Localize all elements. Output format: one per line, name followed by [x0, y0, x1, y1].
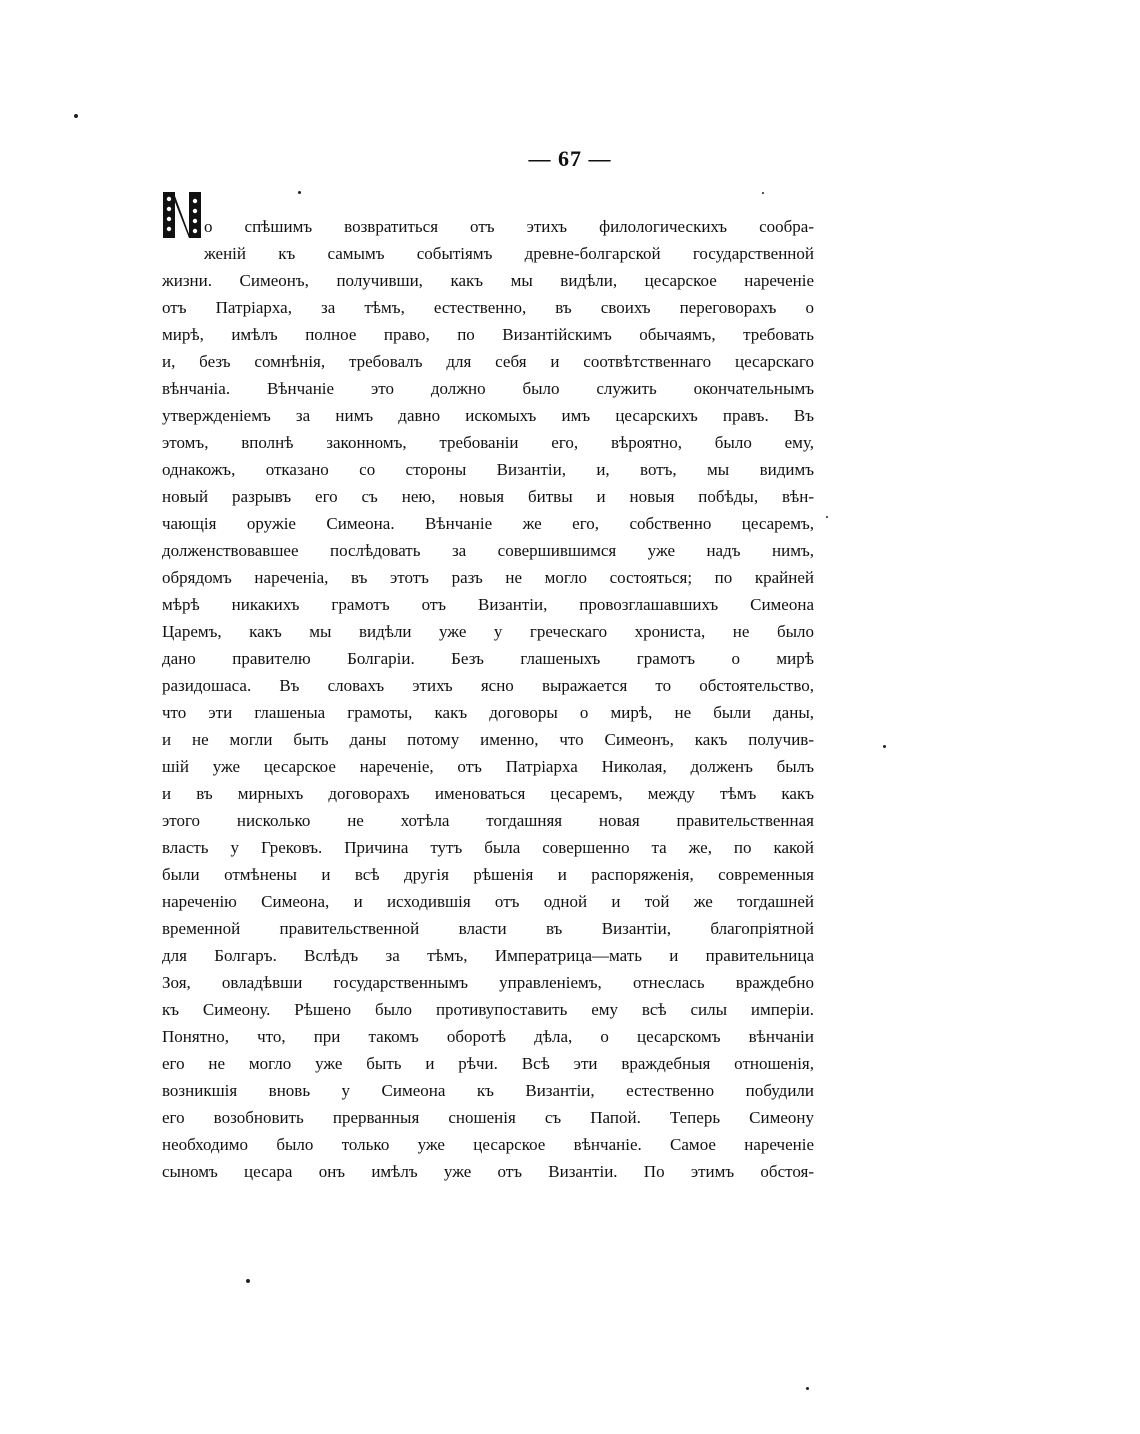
- text-line: Понятно, что, при такомъ оборотѣ дѣла, о цесарскомъ вѣнчаніи: [162, 1027, 814, 1046]
- text-line: сыномъ цесара онъ имѣлъ уже отъ Византіи. По этимъ обстоя-: [162, 1162, 814, 1181]
- text-line: и, безъ сомнѣнія, требовалъ для себя и соотвѣтственнаго цесарскаго: [162, 352, 814, 371]
- body-text: [162, 213, 814, 1185]
- text-line: его не могло уже быть и рѣчи. Всѣ эти враждебныя отношенія,: [162, 1054, 814, 1073]
- text-line: отъ Патріарха, за тѣмъ, естественно, въ своихъ переговорахъ о: [162, 298, 814, 317]
- text-line: мирѣ, имѣлъ полное право, по Византійскимъ обычаямъ, требовать: [162, 325, 814, 344]
- text-line: долженствовавшее послѣдовать за совершившимся уже надъ нимъ,: [162, 541, 814, 560]
- text-line: къ Симеону. Рѣшено было противупоставить ему всѣ силы имперіи.: [162, 1000, 814, 1019]
- text-line: были отмѣнены и всѣ другія рѣшенія и распоряженія, современныя: [162, 865, 814, 884]
- text-line: о спѣшимъ возвратиться отъ этихъ филологическихъ сообра-: [204, 217, 814, 236]
- text-line: необходимо было только уже цесарское вѣнчаніе. Самое нареченіе: [162, 1135, 814, 1154]
- scan-speck: [74, 114, 78, 118]
- text-line: его возобновить прерванныя сношенія съ Папой. Теперь Симеону: [162, 1108, 814, 1127]
- page-number: — 67 —: [528, 146, 612, 171]
- text-line: обрядомъ нареченіа, въ этотъ разъ не могло состояться; по крайней: [162, 568, 814, 587]
- text-line: новый разрывъ его съ нею, новыя битвы и новыя побѣды, вѣн-: [162, 487, 814, 506]
- text-line: женій къ самымъ событіямъ древне-болгарской государственной: [204, 244, 814, 263]
- text-line: жизни. Симеонъ, получивши, какъ мы видѣли, цесарское нареченіе: [162, 271, 814, 290]
- text-line: утвержденіемъ за нимъ давно искомыхъ имъ цесарскихъ правъ. Въ: [162, 406, 814, 425]
- scan-speck: [883, 745, 886, 748]
- text-line: для Болгаръ. Вслѣдъ за тѣмъ, Императрица—мать и правительница: [162, 946, 814, 965]
- text-line: и не могли быть даны потому именно, что Симеонъ, какъ получив-: [162, 730, 814, 749]
- scan-speck: [826, 516, 828, 518]
- scan-speck: [806, 1387, 809, 1390]
- text-line: Зоя, овладѣвши государственнымъ управленіемъ, отнеслась враждебно: [162, 973, 814, 992]
- text-line: и въ мирныхъ договорахъ именоваться цесаремъ, между тѣмъ какъ: [162, 784, 814, 803]
- text-line: чающія оружіе Симеона. Вѣнчаніе же его, собственно цесаремъ,: [162, 514, 814, 533]
- scan-speck: [762, 192, 764, 194]
- text-line: этомъ, вполнѣ законномъ, требованіи его, вѣроятно, было ему,: [162, 433, 814, 452]
- text-line: дано правителю Болгаріи. Безъ глашеныхъ грамотъ о мирѣ: [162, 649, 814, 668]
- text-line: временной правительственной власти въ Византіи, благопріятной: [162, 919, 814, 938]
- text-line: этого нисколько не хотѣла тогдашняя новая правительственная: [162, 811, 814, 830]
- text-line: что эти глашеныа грамоты, какъ договоры о мирѣ, не были даны,: [162, 703, 814, 722]
- text-line: власть у Грековъ. Причина тутъ была совершенно та же, по какой: [162, 838, 814, 857]
- text-line: вѣнчаніа. Вѣнчаніе это должно было служить окончательнымъ: [162, 379, 814, 398]
- text-line: нареченію Симеона, и исходившія отъ одной и той же тогдашней: [162, 892, 814, 911]
- scan-speck: [298, 191, 301, 194]
- text-line: разидошаса. Въ словахъ этихъ ясно выражается то обстоятельство,: [162, 676, 814, 695]
- text-line: возникшія вновь у Симеона къ Византіи, естественно побудили: [162, 1081, 814, 1100]
- text-line: мѣрѣ никакихъ грамотъ отъ Византіи, провозглашавшихъ Симеона: [162, 595, 814, 614]
- text-line: шій уже цесарское нареченіе, отъ Патріарха Николая, долженъ былъ: [162, 757, 814, 776]
- scan-speck: [246, 1279, 250, 1283]
- text-line: однакожъ, отказано со стороны Византіи, и, вотъ, мы видимъ: [162, 460, 814, 479]
- text-line: Царемъ, какъ мы видѣли уже у греческаго хрониста, не было: [162, 622, 814, 641]
